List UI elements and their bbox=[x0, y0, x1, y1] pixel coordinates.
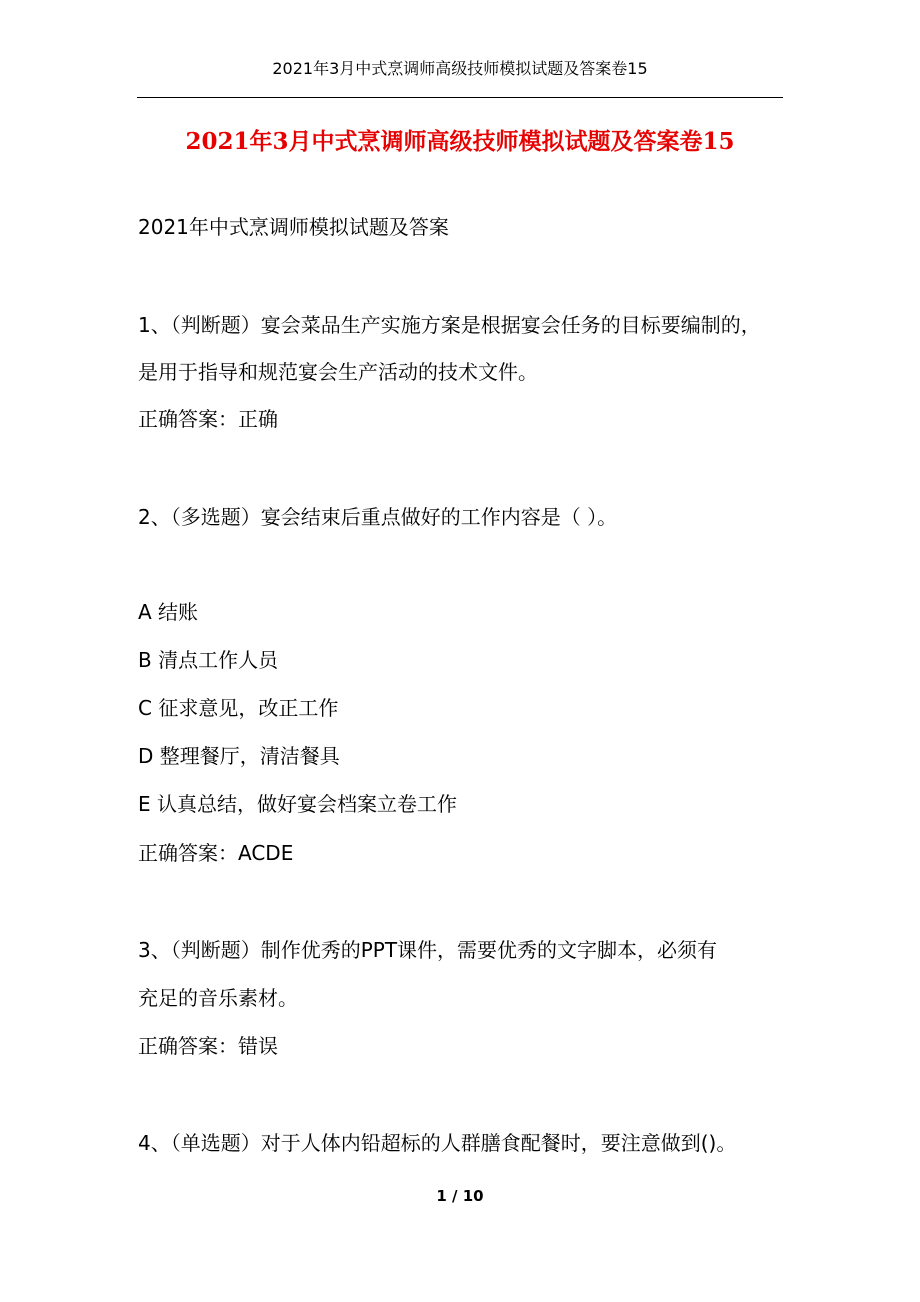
question-1-text-line-1: 1、（判断题）宴会菜品生产实施方案是根据宴会任务的目标要编制的， bbox=[138, 313, 761, 337]
question-2-option-b: B 清点工作人员 bbox=[138, 648, 279, 672]
document-subtitle: 2021年中式烹调师模拟试题及答案 bbox=[138, 215, 449, 239]
question-3-text-line-1: 3、（判断题）制作优秀的PPT课件，需要优秀的文字脚本，必须有 bbox=[138, 938, 718, 962]
running-header: 2021年3月中式烹调师高级技师模拟试题及答案卷15 bbox=[272, 59, 648, 78]
question-1-answer: 正确答案：正确 bbox=[138, 407, 278, 431]
question-2-option-c: C 征求意见，改正工作 bbox=[138, 696, 339, 720]
question-1-text-line-2: 是用于指导和规范宴会生产活动的技术文件。 bbox=[138, 360, 538, 384]
question-2-answer: 正确答案：ACDE bbox=[138, 841, 294, 865]
question-2-option-a: A 结账 bbox=[138, 600, 199, 624]
header-divider bbox=[137, 97, 783, 98]
question-2-option-e: E 认真总结，做好宴会档案立卷工作 bbox=[138, 792, 457, 816]
question-3-answer: 正确答案：错误 bbox=[138, 1034, 278, 1058]
question-3-text-line-2: 充足的音乐素材。 bbox=[138, 986, 298, 1010]
question-4-text: 4、（单选题）对于人体内铅超标的人群膳食配餐时，要注意做到()。 bbox=[138, 1131, 737, 1155]
question-2-text: 2、（多选题）宴会结束后重点做好的工作内容是（ ）。 bbox=[138, 505, 618, 529]
page-number: 1 / 10 bbox=[436, 1187, 484, 1205]
document-title: 2021年3月中式烹调师高级技师模拟试题及答案卷15 bbox=[185, 128, 735, 155]
question-2-option-d: D 整理餐厅，清洁餐具 bbox=[138, 744, 340, 768]
